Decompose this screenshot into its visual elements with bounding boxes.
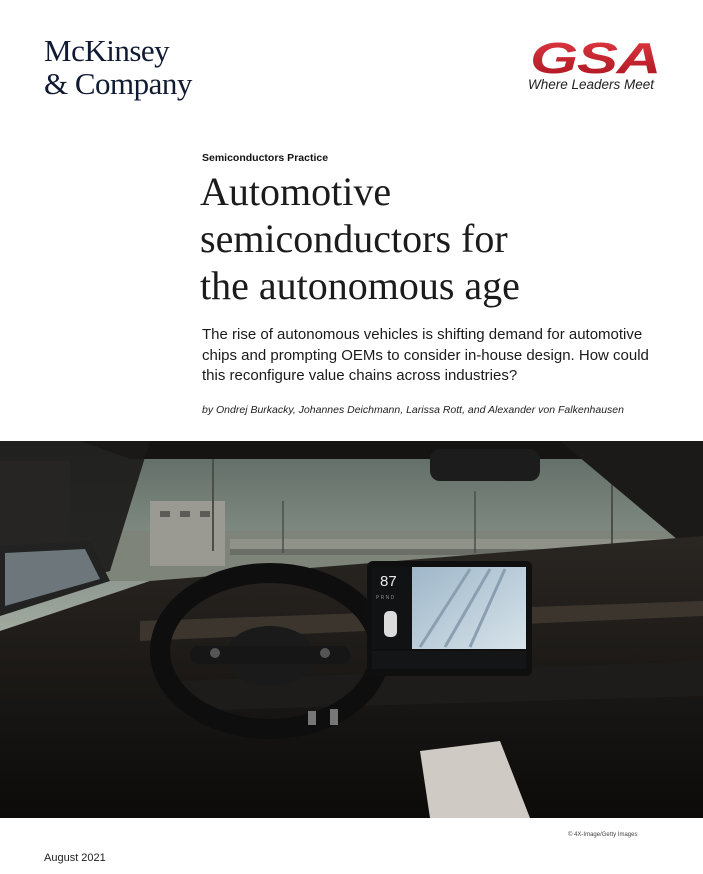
- gsa-logo: [528, 37, 664, 99]
- article-authors: by Ondrej Burkacky, Johannes Deichmann, Larissa Rott, and Alexander von Falkenhausen: [202, 404, 624, 416]
- cover-photo-car-interior: [0, 441, 703, 818]
- dek-line-3: this reconfigure value chains across industries?: [202, 367, 518, 384]
- gear-indicator: P R N D: [376, 595, 395, 601]
- article-title: [200, 168, 680, 309]
- gsa-logo-mark: [528, 37, 664, 79]
- practice-kicker: Semiconductors Practice: [202, 152, 329, 164]
- brand-line-2: & Company: [44, 66, 192, 101]
- svg-text:GSA: GSA: [530, 37, 660, 79]
- dek-line-2: chips and prompting OEMs to consider in-house design. How could: [202, 346, 649, 364]
- speed-readout: 87: [380, 573, 397, 590]
- title-line-1: Automotive: [200, 169, 392, 214]
- title-line-3: the autonomous age: [200, 263, 520, 308]
- article-dek: [202, 325, 672, 387]
- title-line-2: semiconductors for: [200, 216, 508, 261]
- mckinsey-logo: [44, 34, 192, 100]
- car-interior-illustration: [0, 441, 703, 818]
- brand-line-1: McKinsey: [44, 33, 170, 68]
- photo-credit: © 4X-Image/Getty Images: [568, 832, 638, 838]
- gsa-tagline: Where Leaders Meet: [528, 77, 655, 92]
- publication-date: August 2021: [44, 852, 106, 864]
- dek-line-1: The rise of autonomous vehicles is shifting demand for automotive: [202, 326, 643, 343]
